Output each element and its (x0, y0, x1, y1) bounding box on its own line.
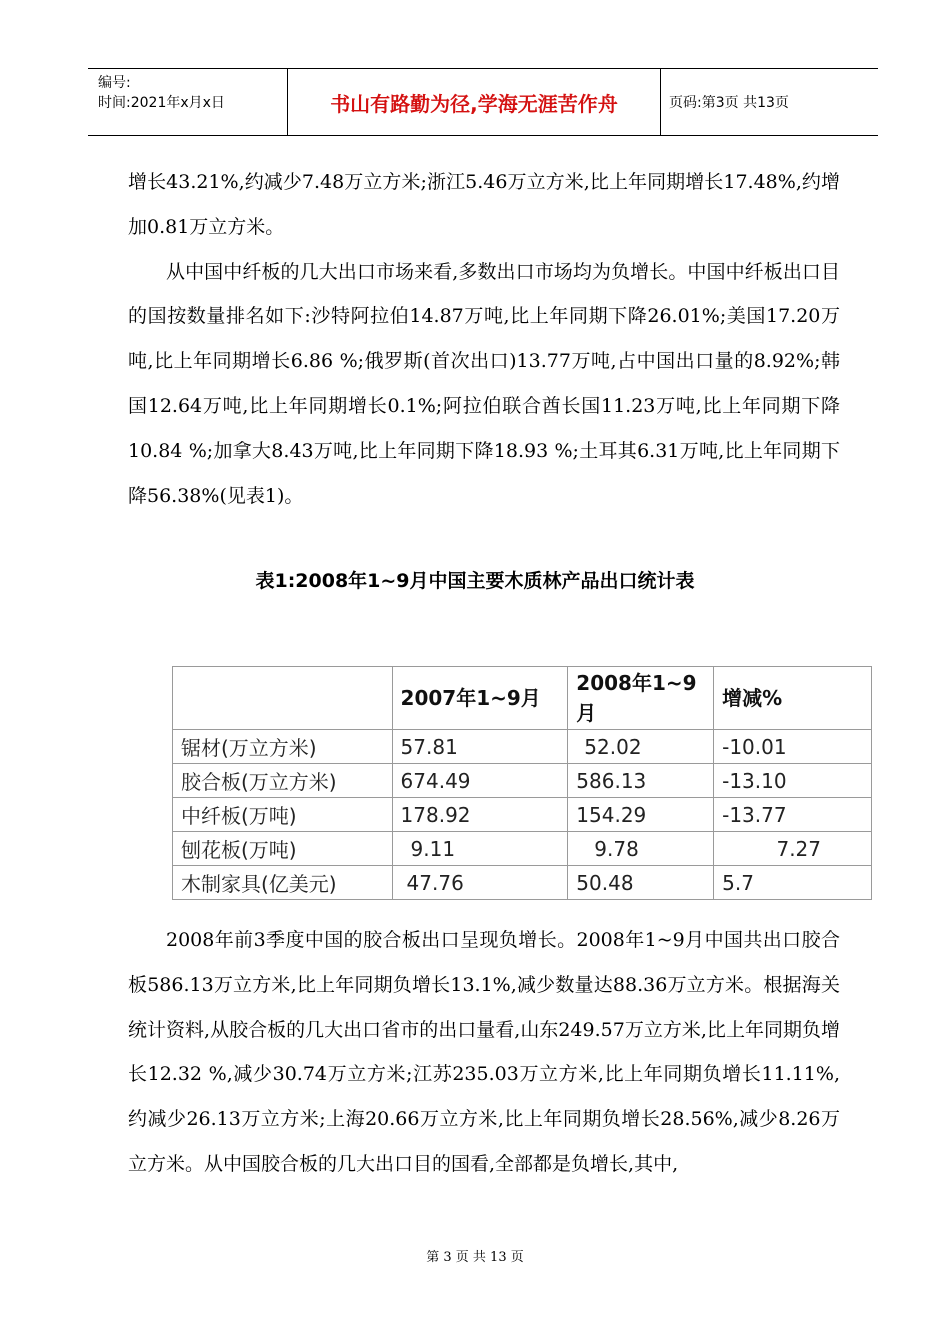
header-meta (88, 69, 288, 135)
table-cell: 木制家具(亿美元) (173, 866, 393, 900)
table-cell: 中纤板(万吨) (173, 798, 393, 832)
page-header (88, 68, 878, 136)
paragraph-1: 增长43.21%,约减少7.48万立方米;浙江5.46万立方米,比上年同期增长17.48%,约增加0.81万立方米。 (128, 171, 840, 238)
text-block-top (128, 160, 840, 518)
table-header-cell: 增减% (714, 667, 872, 730)
table-cell: 7.27 (714, 832, 872, 866)
table-cell: 674.49 (392, 764, 568, 798)
time-label: 时间:2021年x月x日 (98, 95, 225, 111)
table-cell: 178.92 (392, 798, 568, 832)
table-cell: 50.48 (568, 866, 714, 900)
table-cell: 9.11 (392, 832, 568, 866)
paragraph-3: 2008年前3季度中国的胶合板出口呈现负增长。2008年1~9月中国共出口胶合板586.13万立方米,比上年同期负增长13.1%,减少数量达88.36万立方米。根据海关统计资料,从胶合板的几大出口省市的出口量看,山东249.57万立方米,比上年同期负增长12.32 %,减少30.74万立方米;江苏235.03万立方米,比上年同期负增长11.11%,约减少26.13万立方米;上海20.66万立方米,比上年同期负增长28.56%,减少8.26万立方米。从中国胶合板的几大出口目的国看,全部都是负增长,其中, (128, 929, 840, 1175)
export-stats-table (172, 666, 872, 900)
table-row (173, 730, 872, 764)
table-cell: 锯材(万立方米) (173, 730, 393, 764)
header-page-label: 页码:第3页 共13页 (669, 95, 789, 111)
table-cell: 刨花板(万吨) (173, 832, 393, 866)
table-header-cell: 2007年1~9月 (392, 667, 568, 730)
table-cell: -13.77 (714, 798, 872, 832)
table-cell: 47.76 (392, 866, 568, 900)
table-header-cell: 2008年1~9月 (568, 667, 714, 730)
table-header-cell (173, 667, 393, 730)
table-cell: -10.01 (714, 730, 872, 764)
table-cell: 5.7 (714, 866, 872, 900)
table-cell: 57.81 (392, 730, 568, 764)
table-header-row (173, 667, 872, 730)
table-cell: 胶合板(万立方米) (173, 764, 393, 798)
table-row (173, 866, 872, 900)
page-footer: 第 3 页 共 13 页 (426, 1250, 524, 1265)
table-cell: 586.13 (568, 764, 714, 798)
table-cell: 154.29 (568, 798, 714, 832)
serial-label: 编号: (98, 75, 131, 91)
table-row (173, 798, 872, 832)
table-row (173, 764, 872, 798)
table-cell: 9.78 (568, 832, 714, 866)
header-motto: 书山有路勤为径,学海无涯苦作舟 (288, 69, 661, 135)
table-title: 表1:2008年1~9月中国主要木质林产品出口统计表 (255, 570, 695, 592)
table-cell: 52.02 (568, 730, 714, 764)
table-cell: -13.10 (714, 764, 872, 798)
text-block-bottom (128, 918, 840, 1187)
table-row (173, 832, 872, 866)
paragraph-2: 从中国中纤板的几大出口市场来看,多数出口市场均为负增长。中国中纤板出口目的国按数量排名如下:沙特阿拉伯14.87万吨,比上年同期下降26.01%;美国17.20万吨,比上年同期增长6.86 %;俄罗斯(首次出口)13.77万吨,占中国出口量的8.92%;韩国12.64万吨,比上年同期增长0.1%;阿拉伯联合酋长国11.23万吨,比上年同期下降10.84 %;加拿大8.43万吨,比上年同期下降18.93 %;土耳其6.31万吨,比上年同期下降56.38%(见表1)。 (128, 260, 840, 507)
